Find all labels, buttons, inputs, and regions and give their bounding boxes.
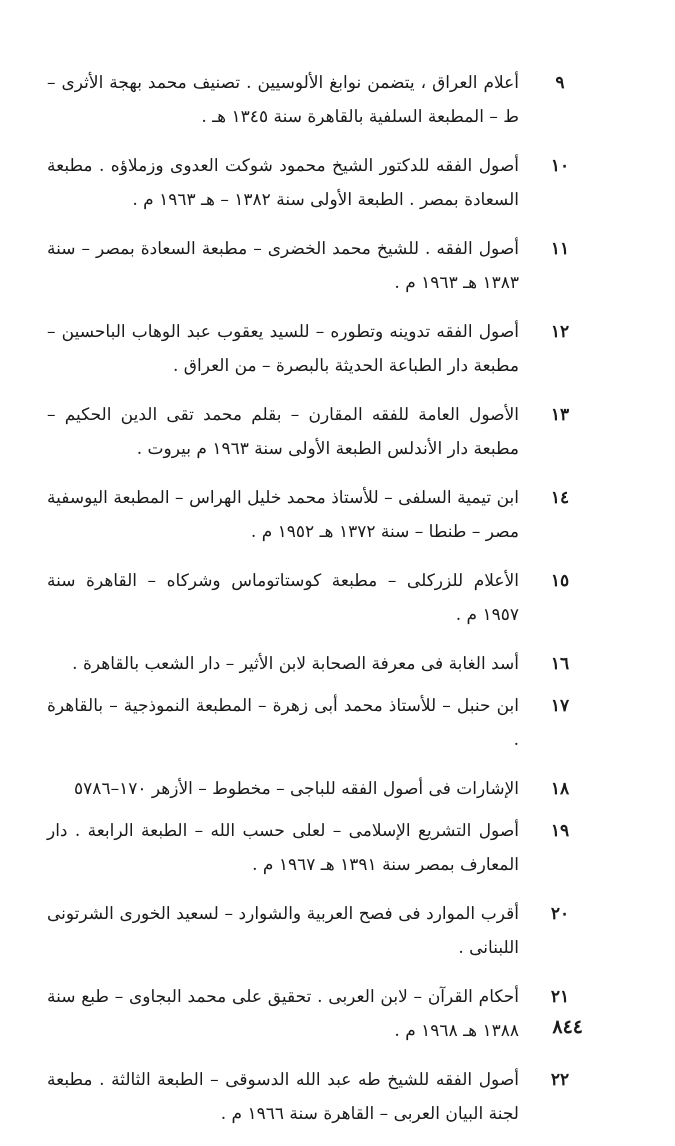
- entry-text: أقرب الموارد فى فصح العربية والشوارد – لسعيد الخورى الشرتونى اللبنانى .: [47, 904, 519, 958]
- entry-text: الأعلام للزركلى – مطبعة كوستاتوماس وشركاه – القاهرة سنة ١٩٥٧ م .: [47, 571, 519, 625]
- entry-number: ١٤: [550, 488, 570, 508]
- entry-number: ٢٢: [550, 1070, 570, 1090]
- bibliography-entry: [47, 689, 587, 757]
- entry-number: ٢٠: [550, 904, 570, 924]
- entry-number: ١٢: [550, 322, 570, 342]
- bibliography-entry: [47, 897, 587, 965]
- entry-number: ١٩: [550, 821, 570, 841]
- bibliography-entry: [47, 66, 587, 134]
- bibliography-entry: [47, 564, 587, 632]
- entry-number: ١٧: [550, 696, 570, 716]
- entry-number: ١١: [550, 239, 570, 259]
- entry-text: أحكام القرآن – لابن العربى . تحقيق على محمد البجاوى – طبع سنة ١٣٨٨ هـ ١٩٦٨ م .: [47, 987, 519, 1041]
- bibliography-entry: [47, 481, 587, 549]
- entry-text: ابن حنبل – للأستاذ محمد أبى زهرة – المطبعة النموذجية – بالقاهرة .: [47, 696, 519, 750]
- entry-text: أعلام العراق ، يتضمن نوابغ الألوسيين . تصنيف محمد بهجة الأثرى – ط – المطبعة السلفية بالقاهرة سنة ١٣٤٥ هـ .: [47, 73, 519, 127]
- entry-number: ٩: [555, 73, 565, 93]
- bibliography-entry: [47, 149, 587, 217]
- entry-text: الأصول العامة للفقه المقارن – بقلم محمد تقى الدين الحكيم – مطبعة دار الأندلس الطبعة الأولى سنة ١٩٦٣ م بيروت .: [47, 405, 519, 459]
- bibliography-entry: [47, 232, 587, 300]
- entry-text: أصول الفقه . للشيخ محمد الخضرى – مطبعة السعادة بمصر – سنة ١٣٨٣ هـ ١٩٦٣ م .: [47, 239, 519, 293]
- entry-number: ٢١: [550, 987, 570, 1007]
- entry-text: أسد الغابة فى معرفة الصحابة لابن الأثير – دار الشعب بالقاهرة .: [72, 654, 519, 674]
- bibliography-entry: [47, 315, 587, 383]
- entry-text: أصول الفقه تدوينه وتطوره – للسيد يعقوب عبد الوهاب الباحسين – مطبعة دار الطباعة الحديثة بالبصرة – من العراق .: [47, 322, 519, 376]
- entry-text: الإشارات فى أصول الفقه للباجى – مخطوط – الأزهر ١٧٠–٥٧٨٦: [74, 779, 519, 799]
- entry-text: أصول التشريع الإسلامى – لعلى حسب الله – الطبعة الرابعة . دار المعارف بمصر سنة ١٣٩١ هـ ١٩٦٧ م .: [47, 821, 519, 875]
- bibliography-entry: [47, 980, 587, 1048]
- entry-number: ١٨: [550, 779, 570, 799]
- bibliography-list: [47, 66, 587, 1146]
- bibliography-entry: [47, 647, 587, 681]
- entry-text: أصول الفقه للدكتور الشيخ محمود شوكت العدوى وزملاؤه . مطبعة السعادة بمصر . الطبعة الأولى سنة ١٣٨٢ – هـ ١٩٦٣ م .: [47, 156, 519, 210]
- entry-text: أصول الفقه للشيخ طه عبد الله الدسوقى – الطبعة الثالثة . مطبعة لجنة البيان العربى – القاهرة سنة ١٩٦٦ م .: [47, 1070, 519, 1124]
- entry-text: ابن تيمية السلفى – للأستاذ محمد خليل الهراس – المطبعة اليوسفية مصر – طنطا – سنة ١٣٧٢ هـ ١٩٥٢ م .: [47, 488, 519, 542]
- bibliography-entry: [47, 814, 587, 882]
- bibliography-entry: [47, 772, 587, 806]
- entry-number: ١٥: [550, 571, 570, 591]
- entry-number: ١٦: [550, 654, 570, 674]
- bibliography-entry: [47, 1063, 587, 1131]
- entry-number: ١٠: [550, 156, 570, 176]
- page-number: ٨٤٤: [552, 1016, 583, 1038]
- bibliography-entry: [47, 398, 587, 466]
- entry-number: ١٣: [550, 405, 570, 425]
